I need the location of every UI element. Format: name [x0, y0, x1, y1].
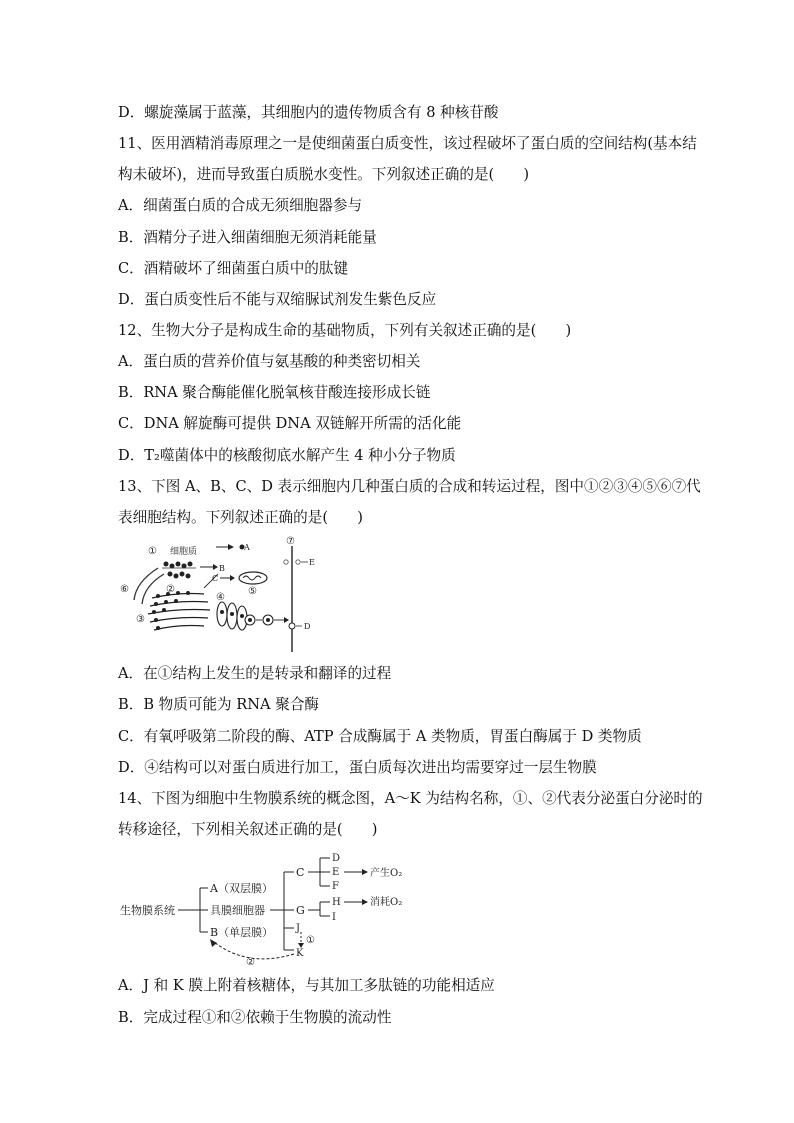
label-consume-o2: 消耗O₂	[370, 897, 403, 908]
q13-option-a: A．在①结构上发生的是转录和翻译的过程	[118, 665, 392, 682]
label-membranous-organelles: 具膜细胞器	[210, 904, 265, 917]
label-h: H	[332, 897, 341, 908]
endoplasmic-reticulum	[148, 594, 210, 631]
label-path-2: ②	[246, 957, 255, 966]
label-b: B	[219, 564, 225, 573]
label-4: ④	[216, 592, 225, 603]
label-path-1: ①	[306, 935, 315, 946]
q13-option-c: C．有氧呼吸第二阶段的酶、ATP 合成酶属于 A 类物质，胃蛋白酶属于 D 类物质	[118, 728, 642, 745]
biomembrane-concept-map	[118, 846, 418, 966]
label-f: F	[332, 881, 339, 892]
label-root: 生物膜系统	[120, 904, 175, 917]
label-cytoplasm: 细胞质	[170, 547, 198, 557]
label-produce-o2: 产生O₂	[370, 868, 403, 879]
q10-option-d: D．螺旋藻属于蓝藻，其细胞内的遗传物质含有 8 种核苷酸	[118, 104, 499, 121]
q13-stem-line1: 13、下图 A、B、C、D 表示细胞内几种蛋白质的合成和转运过程，图中①②③④⑤⑥⑦代	[118, 478, 701, 495]
label-d: D	[332, 853, 341, 864]
q11-stem-line2: 构未破坏)，进而导致蛋白质脱水变性。下列叙述正确的是( )	[118, 166, 530, 183]
q14-stem-line1: 14、下图为细胞中生物膜系统的概念图，A～K 为结构名称，①、②代表分泌蛋白分泌时的	[118, 790, 703, 807]
label-c: C	[296, 866, 305, 879]
label-g: G	[296, 904, 305, 917]
label-b: B（单层膜）	[210, 926, 274, 939]
q11-option-c: C．酒精破坏了细菌蛋白质中的肽键	[118, 260, 349, 277]
q13-option-b: B．B 物质可能为 RNA 聚合酶	[118, 696, 320, 713]
label-e: E	[332, 867, 340, 878]
q12-option-c: C．DNA 解旋酶可提供 DNA 双链解开所需的活化能	[118, 415, 462, 432]
label-a: A	[244, 543, 250, 552]
label-e: E	[309, 558, 315, 567]
q14-option-b: B．完成过程①和②依赖于生物膜的流动性	[118, 1009, 392, 1026]
label-a: A（双层膜）	[210, 882, 273, 895]
label-5: ⑤	[248, 586, 257, 597]
q14-stem-line2: 转移途径，下列相关叙述正确的是( )	[118, 821, 378, 838]
free-ribosomes	[164, 562, 193, 579]
q12-option-b: B．RNA 聚合酶能催化脱氧核苷酸连接形成长链	[118, 384, 431, 401]
label-2: ②	[166, 584, 175, 595]
label-c: C	[212, 574, 219, 583]
q14-option-a: A．J 和 K 膜上附着核糖体，与其加工多肽链的功能相适应	[118, 977, 495, 994]
q12-option-d: D．T₂噬菌体中的核酸彻底水解产生 4 种小分子物质	[118, 447, 456, 464]
q11-option-a: A．细菌蛋白质的合成无须细胞器参与	[118, 197, 363, 214]
label-6: ⑥	[120, 584, 129, 595]
protein-transport-diagram	[118, 534, 328, 654]
label-j: J	[296, 923, 301, 934]
label-1: ①	[148, 546, 157, 557]
label-7: ⑦	[286, 536, 295, 547]
label-i: I	[332, 912, 336, 923]
label-3: ③	[136, 614, 145, 625]
q12-stem: 12、生物大分子是构成生命的基础物质，下列有关叙述正确的是( )	[118, 322, 572, 339]
nuclear-envelope-outer	[134, 568, 158, 600]
q13-stem-line2: 表细胞结构。下列叙述正确的是( )	[118, 509, 363, 526]
q12-option-a: A．蛋白质的营养价值与氨基酸的种类密切相关	[118, 353, 421, 370]
label-d: D	[304, 622, 311, 631]
q11-option-b: B．酒精分子进入细菌细胞无须消耗能量	[118, 229, 377, 246]
q11-stem-line1: 11、医用酒精消毒原理之一是使细菌蛋白质变性，该过程破坏了蛋白质的空间结构(基本结	[118, 135, 697, 152]
label-k: K	[296, 948, 304, 959]
q11-option-d: D．蛋白质变性后不能与双缩脲试剂发生紫色反应	[118, 291, 437, 308]
q13-option-d: D．④结构可以对蛋白质进行加工，蛋白质每次进出均需要穿过一层生物膜	[118, 759, 597, 776]
